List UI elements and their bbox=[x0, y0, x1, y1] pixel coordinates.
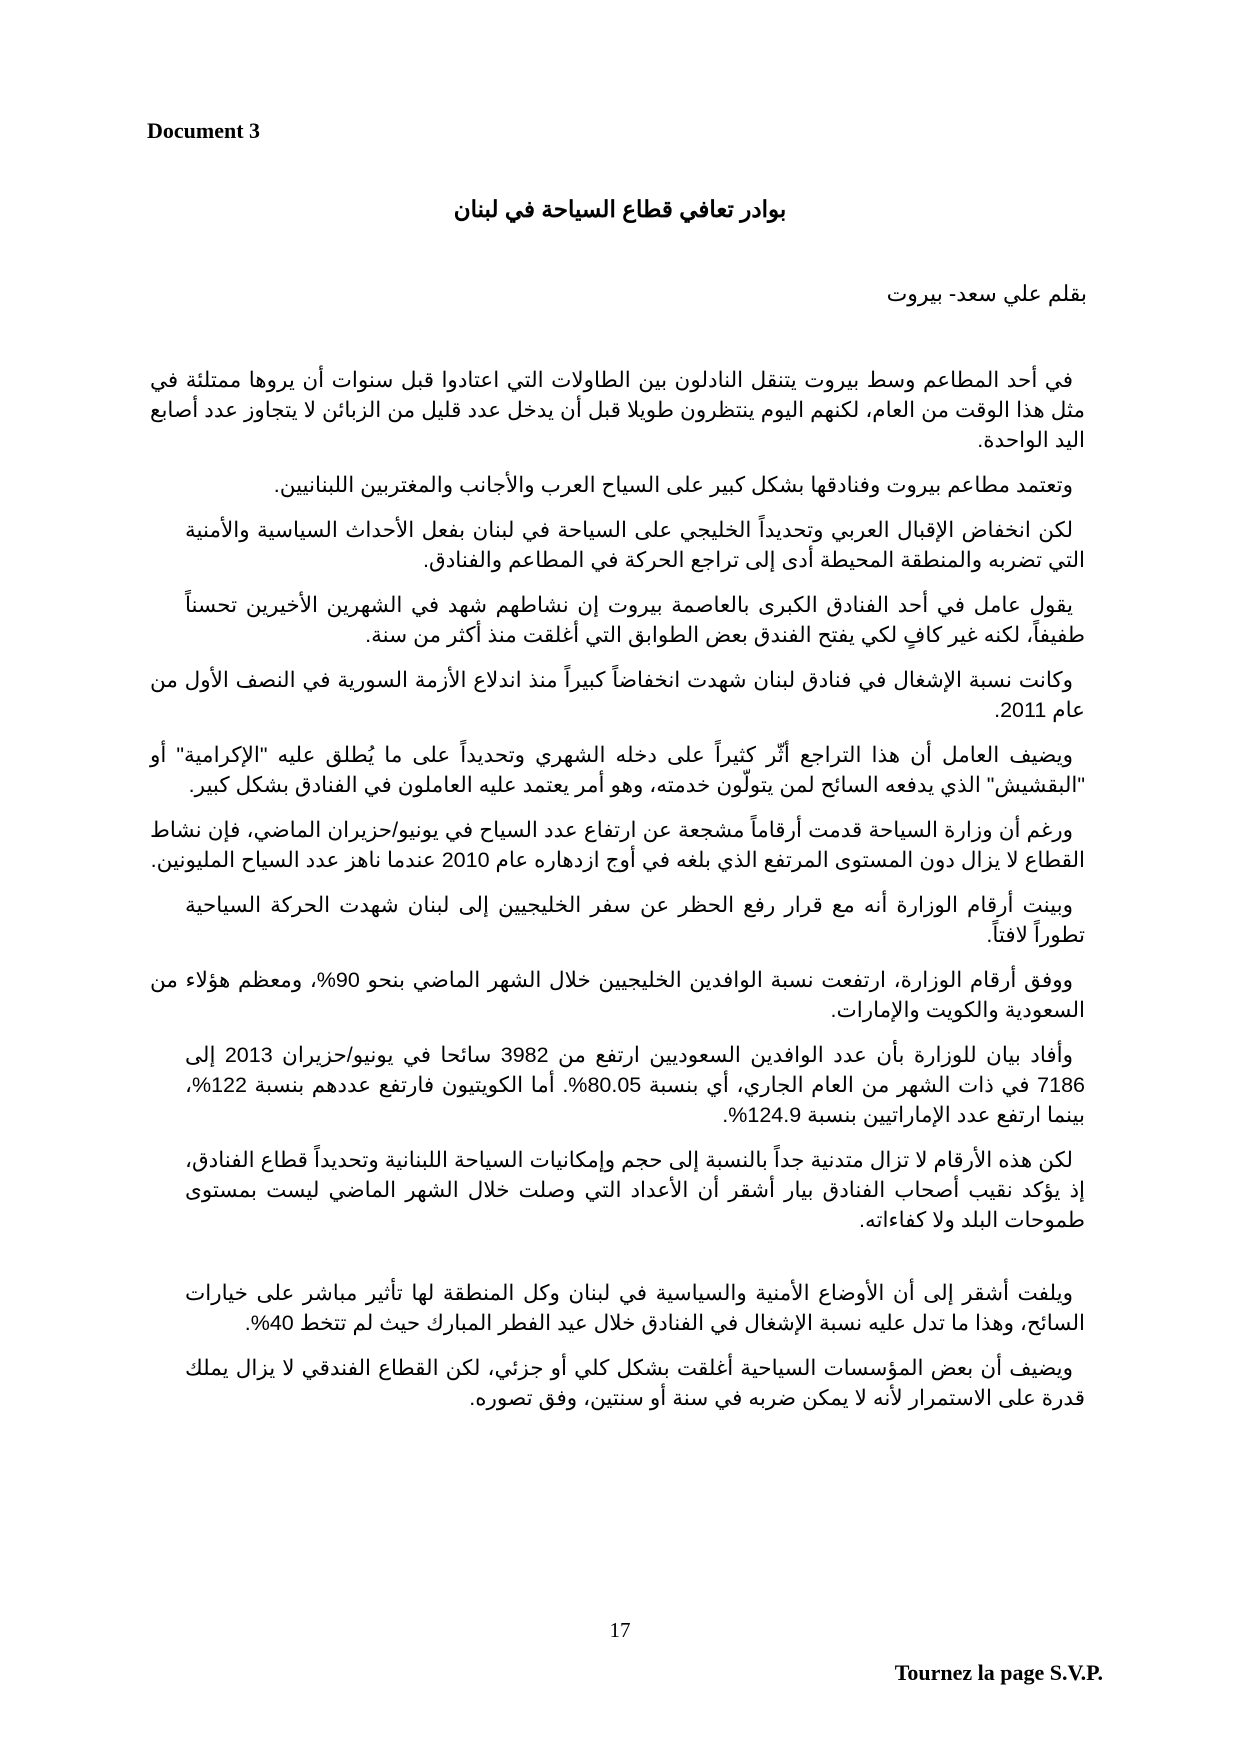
article-body bbox=[150, 365, 1085, 1428]
page-number: 17 bbox=[609, 1618, 631, 1642]
paragraph: وكانت نسبة الإشغال في فنادق لبنان شهدت انخفاضاً كبيراً منذ اندلاع الأزمة السورية في النصف الأول من عام 2011. bbox=[150, 668, 1085, 722]
document-label: Document 3 bbox=[147, 118, 261, 143]
article-byline: بقلم علي سعد- بيروت bbox=[886, 281, 1087, 306]
paragraph: وأفاد بيان للوزارة بأن عدد الوافدين السعوديين ارتفع من 3982 سائحا في يونيو/حزيران 2013 إلى 7186 في ذات الشهر من العام الجاري، أي بنسبة 80.05%. أما الكويتيون فارتفع عددهم بنسبة 122%، بينما ارتفع عدد الإماراتيين بنسبة 124.9%. bbox=[185, 1043, 1085, 1127]
paragraph: ووفق أرقام الوزارة، ارتفعت نسبة الوافدين الخليجيين خلال الشهر الماضي بنحو 90%، ومعظم هؤلاء من السعودية والكويت والإمارات. bbox=[150, 968, 1085, 1022]
paragraph: لكن هذه الأرقام لا تزال متدنية جداً بالنسبة إلى حجم وإمكانيات السياحة اللبنانية وتحديداً قطاع الفنادق، إذ يؤكد نقيب أصحاب الفنادق بيار أشقر أن الأعداد التي وصلت خلال الشهر الماضي ليست بمستوى طموحات البلد ولا كفاءاته. bbox=[185, 1148, 1085, 1232]
paragraph: يقول عامل في أحد الفنادق الكبرى بالعاصمة بيروت إن نشاطهم شهد في الشهرين الأخيرين تحسناً طفيفاً، لكنه غير كافٍ لكي يفتح الفندق بعض الطوابق التي أغلقت منذ أكثر من سنة. bbox=[185, 593, 1085, 647]
paragraph: وتعتمد مطاعم بيروت وفنادقها بشكل كبير على السياح العرب والأجانب والمغتربين اللبنانيين. bbox=[273, 473, 1073, 497]
paragraph: لكن انخفاض الإقبال العربي وتحديداً الخليجي على السياحة في لبنان بفعل الأحداث السياسية والأمنية التي تضربه والمنطقة المحيطة أدى إلى تراجع الحركة في المطاعم والفنادق. bbox=[185, 518, 1085, 572]
turn-page-note: Tournez la page S.V.P. bbox=[894, 1660, 1103, 1685]
paragraph: ويضيف العامل أن هذا التراجع أثّر كثيراً على دخله الشهري وتحديداً على ما يُطلق عليه "الإكرامية" أو "البقشيش" الذي يدفعه السائح لمن يتولّون خدمته، وهو أمر يعتمد عليه العاملون في الفنادق بشكل كبير. bbox=[150, 743, 1085, 797]
paragraph: ويضيف أن بعض المؤسسات السياحية أغلقت بشكل كلي أو جزئي، لكن القطاع الفندقي لا يزال يملك قدرة على الاستمرار لأنه لا يمكن ضربه في سنة أو سنتين، وفق تصوره. bbox=[185, 1356, 1085, 1410]
paragraph: في أحد المطاعم وسط بيروت يتنقل النادلون بين الطاولات التي اعتادوا قبل سنوات أن يروها ممتلئة في مثل هذا الوقت من العام، لكنهم اليوم ينتظرون طويلا قبل أن يدخل عدد قليل من الزبائن لا يتجاوز عدد أصابع اليد الواحدة. bbox=[150, 368, 1085, 452]
paragraph: وبينت أرقام الوزارة أنه مع قرار رفع الحظر عن سفر الخليجيين إلى لبنان شهدت الحركة السياحية تطوراً لافتاً. bbox=[185, 893, 1085, 947]
paragraph: ورغم أن وزارة السياحة قدمت أرقاماً مشجعة عن ارتفاع عدد السياح في يونيو/حزيران الماضي، فإن نشاط القطاع لا يزال دون المستوى المرتفع الذي بلغه في أوج ازدهاره عام 2010 عندما ناهز عدد السياح المليونين. bbox=[150, 818, 1085, 872]
paragraph: ويلفت أشقر إلى أن الأوضاع الأمنية والسياسية في لبنان وكل المنطقة لها تأثير مباشر على خيارات السائح، وهذا ما تدل عليه نسبة الإشغال في الفنادق خلال عيد الفطر المبارك حيث لم تتخط 40%. bbox=[185, 1281, 1085, 1335]
article-title: بوادر تعافي قطاع السياحة في لبنان bbox=[453, 196, 787, 222]
